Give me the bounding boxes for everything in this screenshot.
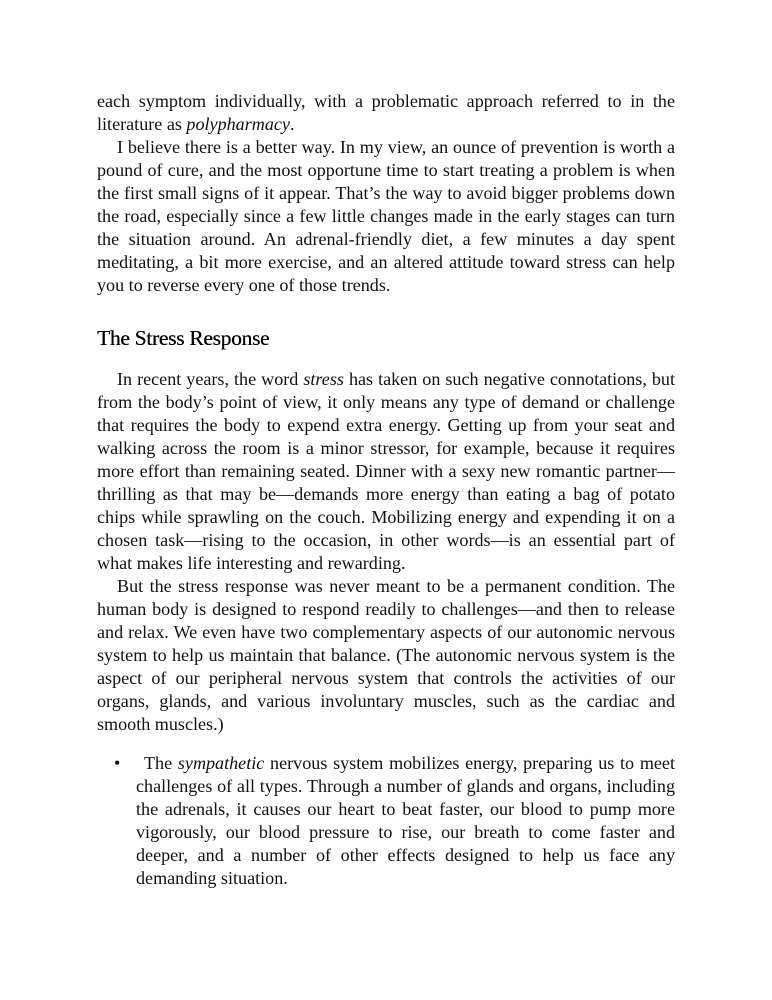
paragraph-text: has taken on such negative connotations, but from the body’s point of view, it only means any type of demand or challenge that requires the body to expend extra energy. Getting up from your seat and walking across the room is a minor stressor, for example, because it requires more effort than remaining seated. Dinner with a sexy new romantic partner—thrilling as that may be—demands more energy than eating a bag of potato chips while sprawling on the couch. Mobilizing energy and expending it on a chosen task—rising to the occasion, in other words—is an essential part of what makes life interesting and rewarding. <box>97 369 676 573</box>
body-paragraph <box>97 90 675 136</box>
italic-term: stress <box>303 369 344 389</box>
list-item <box>97 752 675 890</box>
list-item-text <box>136 752 675 890</box>
paragraph-text: nervous system mobilizes energy, preparing us to meet challenges of all types. Through a number of glands and organs, including the adrenals, it causes our heart to beat faster, our blood to pump more vigorously, our blood pressure to rise, our breath to come faster and deeper, and a number of other effects designed to help us face any demanding situation. <box>136 753 675 888</box>
body-paragraph <box>97 575 675 736</box>
document-page <box>97 90 675 890</box>
section-heading: The Stress Response <box>97 326 270 350</box>
paragraph-text: But the stress response was never meant to be a permanent condition. The human body is designed to respond readily to challenges—and then to release and relax. We even have two complementary aspects of our autonomic nervous system to help us maintain that balance. (The autonomic nervous system is the aspect of our peripheral nervous system that controls the activities of our organs, glands, and various involuntary muscles, such as the cardiac and smooth muscles.) <box>97 576 675 734</box>
body-paragraph <box>97 368 675 575</box>
bullet-list <box>97 752 675 890</box>
italic-term: polypharmacy <box>186 114 290 134</box>
paragraph-text: each symptom individually, with a problematic approach referred to in the literature as <box>97 91 675 134</box>
paragraph-text: . <box>289 114 295 134</box>
italic-term: sympathetic <box>177 753 265 773</box>
body-paragraph <box>97 136 675 297</box>
paragraph-text: The <box>144 753 178 773</box>
paragraph-text: I believe there is a better way. In my view, an ounce of prevention is worth a pound of cure, and the most opportune time to start treating a problem is when the first small signs of it appear. That’s the way to avoid bigger problems down the road, especially since a few little changes made in the early stages can turn the situation around. An adrenal-friendly diet, a few minutes a day spent meditating, a bit more exercise, and an altered attitude toward stress can help you to reverse every one of those trends. <box>97 137 675 295</box>
bullet-marker: • <box>114 753 121 773</box>
paragraph-text: In recent years, the word <box>117 369 304 389</box>
